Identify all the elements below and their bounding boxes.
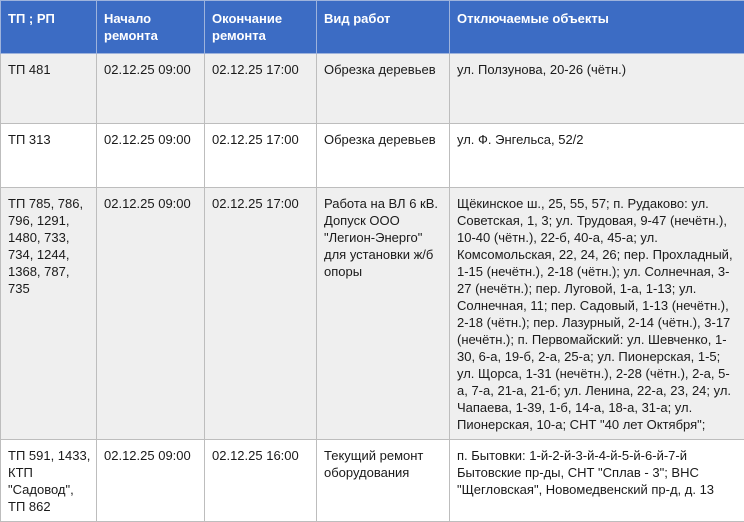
- cell-repair-end: 02.12.25 17:00: [205, 188, 317, 440]
- cell-repair-start: 02.12.25 09:00: [97, 54, 205, 124]
- cell-tp-rp: ТП 591, 1433, КТП "Садовод", ТП 862: [1, 440, 97, 522]
- header-cell-repair-end: Окончание ремонта: [205, 1, 317, 54]
- cell-repair-start: 02.12.25 09:00: [97, 124, 205, 188]
- cell-disconnected-objects: ул. Ползунова, 20-26 (чётн.): [450, 54, 744, 124]
- cell-repair-start: 02.12.25 09:00: [97, 188, 205, 440]
- cell-repair-end: 02.12.25 17:00: [205, 124, 317, 188]
- table-row: [1, 188, 744, 440]
- header-cell-work-type: Вид работ: [317, 1, 450, 54]
- header-cell-disconnected-objects: Отключаемые объекты: [450, 1, 744, 54]
- cell-tp-rp: ТП 481: [1, 54, 97, 124]
- cell-repair-end: 02.12.25 17:00: [205, 54, 317, 124]
- table-row: [1, 124, 744, 188]
- table-row: [1, 54, 744, 124]
- cell-disconnected-objects: Щёкинское ш., 25, 55, 57; п. Рудаково: ул. Советская, 1, 3; ул. Трудовая, 9-47 (нечётн.), 10-40 (чётн.), 22-б, 40-а, 45-а; ул. Комсомольская, 22, 24, 26; пер. Прохладный, 1-15 (нечётн.), 2-18 (чётн.); ул. Солнечная, 3-27 (нечётн.); пер. Луговой, 1-а, 1-13; ул. Солнечная, 11; пер. Садовый, 1-13 (нечётн.), 2-18 (чётн.); пер. Лазурный, 2-14 (чётн.), 3-17 (нечётн.); п. Первомайский: ул. Шевченко, 1-30, 6-а, 19-б, 2-а, 25-а; ул. Пионерская, 1-5; ул. Щорса, 1-31 (нечётн.), 2-28 (чётн.), 2-а, 5-а, 7-а, 21-а, 21-б; ул. Ленина, 22-а, 23, 24; ул. Чапаева, 1-39, 1-б, 14-а, 18-а, 31-а; ул. Пионерская, 10-а; СНТ "40 лет Октября";: [450, 188, 744, 440]
- cell-disconnected-objects: ул. Ф. Энгельса, 52/2: [450, 124, 744, 188]
- cell-repair-start: 02.12.25 09:00: [97, 440, 205, 522]
- cell-disconnected-objects: п. Бытовки: 1-й-2-й-3-й-4-й-5-й-6-й-7-й Бытовские пр-ды, СНТ "Сплав - 3"; ВНС "Щегловская", Новомедвенский пр-д, д. 13: [450, 440, 744, 522]
- header-row: [1, 1, 744, 54]
- table-row: [1, 440, 744, 522]
- header-cell-repair-start: Начало ремонта: [97, 1, 205, 54]
- cell-work-type: Обрезка деревьев: [317, 124, 450, 188]
- cell-tp-rp: ТП 313: [1, 124, 97, 188]
- cell-work-type: Текущий ремонт оборудования: [317, 440, 450, 522]
- header-cell-tp-rp: ТП ; РП: [1, 1, 97, 54]
- cell-repair-end: 02.12.25 16:00: [205, 440, 317, 522]
- cell-work-type: Работа на ВЛ 6 кВ. Допуск ООО "Легион-Энерго" для установки ж/б опоры: [317, 188, 450, 440]
- cell-tp-rp: ТП 785, 786, 796, 1291, 1480, 733, 734, 1244, 1368, 787, 735: [1, 188, 97, 440]
- cell-work-type: Обрезка деревьев: [317, 54, 450, 124]
